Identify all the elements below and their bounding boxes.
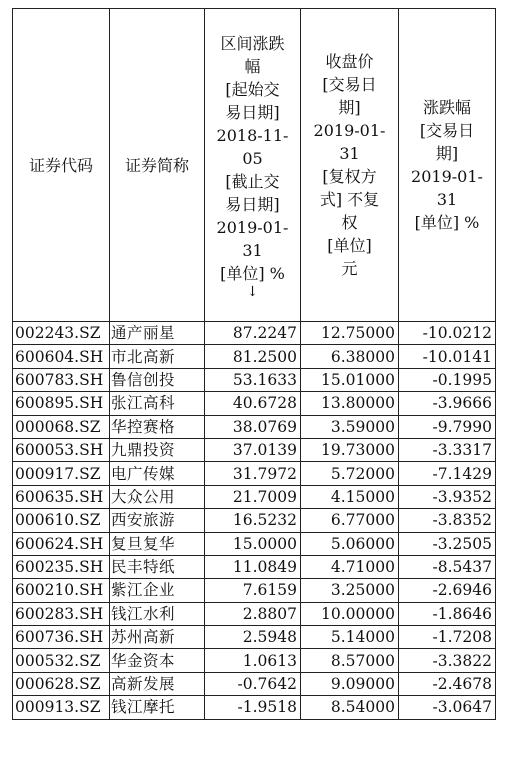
header-range-change-line: 区间涨跌 [220, 33, 285, 53]
table-row[interactable] [13, 626, 496, 649]
header-close-line: 权 [341, 213, 358, 232]
cell-name: 钱江水利 [110, 602, 205, 625]
cell-close-price: 6.77000 [301, 509, 399, 532]
cell-code: 600736.SH [13, 626, 110, 649]
cell-day-change: -8.5437 [399, 555, 496, 578]
table-row[interactable] [13, 462, 496, 485]
cell-code: 000913.SZ [13, 696, 110, 719]
header-close-price[interactable] [301, 9, 399, 322]
header-range-change-line: 幅 [244, 56, 261, 76]
cell-range-change: 15.0000 [205, 532, 301, 555]
header-day-change-line: 2019-01- [411, 167, 483, 186]
header-range-change[interactable] [205, 9, 301, 322]
sort-descending-icon: ↓ [246, 283, 259, 300]
cell-range-change: 11.0849 [205, 555, 301, 578]
cell-name: 苏州高新 [110, 626, 205, 649]
cell-day-change: -3.3822 [399, 649, 496, 672]
header-range-change-line: 2018-11- [216, 125, 289, 145]
header-close-line: [单位] [327, 236, 372, 255]
header-range-change-line: 2019-01- [216, 217, 289, 237]
cell-code: 000068.SZ [13, 415, 110, 438]
cell-close-price: 5.14000 [301, 626, 399, 649]
header-day-change-line: 期] [435, 144, 459, 163]
cell-range-change: 40.6728 [205, 392, 301, 415]
cell-range-change: 1.0613 [205, 649, 301, 672]
cell-day-change: -1.7208 [399, 626, 496, 649]
header-close-line: 31 [339, 144, 360, 163]
cell-day-change: -7.1429 [399, 462, 496, 485]
cell-name: 张江高科 [110, 392, 205, 415]
cell-day-change: -3.8352 [399, 509, 496, 532]
header-code[interactable]: 证券代码 [13, 9, 110, 322]
cell-range-change: 21.7009 [205, 485, 301, 508]
cell-code: 600624.SH [13, 532, 110, 555]
header-close-line: [交易日 [322, 75, 377, 94]
cell-name: 民丰特纸 [110, 555, 205, 578]
cell-code: 600783.SH [13, 368, 110, 391]
cell-code: 600604.SH [13, 345, 110, 368]
cell-day-change: -0.1995 [399, 368, 496, 391]
cell-day-change: -2.4678 [399, 672, 496, 695]
cell-code: 000628.SZ [13, 672, 110, 695]
cell-name: 高新发展 [110, 672, 205, 695]
cell-name: 市北高新 [110, 345, 205, 368]
cell-name: 鲁信创投 [110, 368, 205, 391]
cell-name: 紫江企业 [110, 579, 205, 602]
header-close-line: 收盘价 [325, 52, 374, 71]
cell-name: 华控赛格 [110, 415, 205, 438]
header-range-change-line: 易日期] [225, 102, 280, 122]
table-row[interactable] [13, 322, 496, 345]
cell-name: 通产丽星 [110, 322, 205, 345]
cell-close-price: 9.09000 [301, 672, 399, 695]
header-close-line: 元 [341, 259, 358, 278]
cell-close-price: 3.59000 [301, 415, 399, 438]
header-range-change-line: [截止交 [225, 171, 280, 191]
cell-name: 西安旅游 [110, 509, 205, 532]
cell-close-price: 4.15000 [301, 485, 399, 508]
cell-range-change: 81.2500 [205, 345, 301, 368]
cell-close-price: 10.00000 [301, 602, 399, 625]
cell-close-price: 19.73000 [301, 438, 399, 461]
cell-range-change: 2.5948 [205, 626, 301, 649]
header-range-change-line: [单位] % [220, 263, 285, 283]
header-row [13, 9, 496, 322]
table-row[interactable] [13, 696, 496, 719]
header-range-change-line: 31 [242, 240, 263, 260]
cell-name: 复旦复华 [110, 532, 205, 555]
cell-code: 600635.SH [13, 485, 110, 508]
cell-day-change: -3.9666 [399, 392, 496, 415]
table-row[interactable] [13, 509, 496, 532]
header-day-change-line: 涨跌幅 [422, 98, 471, 117]
header-day-change[interactable] [399, 9, 496, 322]
cell-day-change: -3.0647 [399, 696, 496, 719]
cell-day-change: -9.7990 [399, 415, 496, 438]
cell-code: 000610.SZ [13, 509, 110, 532]
stock-table [12, 8, 496, 720]
cell-name: 九鼎投资 [110, 438, 205, 461]
cell-close-price: 15.01000 [301, 368, 399, 391]
table-row[interactable] [13, 532, 496, 555]
cell-range-change: 53.1633 [205, 368, 301, 391]
cell-code: 600895.SH [13, 392, 110, 415]
cell-day-change: -3.2505 [399, 532, 496, 555]
stock-table-container [12, 8, 496, 720]
table-row[interactable] [13, 438, 496, 461]
cell-close-price: 13.80000 [301, 392, 399, 415]
header-close-line: 期] [338, 98, 361, 117]
cell-close-price: 5.72000 [301, 462, 399, 485]
cell-code: 600210.SH [13, 579, 110, 602]
cell-range-change: 16.5232 [205, 509, 301, 532]
cell-range-change: 2.8807 [205, 602, 301, 625]
table-row[interactable] [13, 555, 496, 578]
header-name[interactable]: 证券简称 [110, 9, 205, 322]
cell-code: 000532.SZ [13, 649, 110, 672]
cell-code: 600053.SH [13, 438, 110, 461]
cell-name: 华金资本 [110, 649, 205, 672]
cell-range-change: -0.7642 [205, 672, 301, 695]
table-row[interactable] [13, 368, 496, 391]
table-row[interactable] [13, 415, 496, 438]
header-day-change-line: [单位] % [414, 213, 480, 232]
cell-range-change: 87.2247 [205, 322, 301, 345]
cell-close-price: 6.38000 [301, 345, 399, 368]
cell-code: 600235.SH [13, 555, 110, 578]
cell-range-change: 38.0769 [205, 415, 301, 438]
cell-range-change: 37.0139 [205, 438, 301, 461]
cell-close-price: 4.71000 [301, 555, 399, 578]
table-row[interactable] [13, 579, 496, 602]
cell-name: 钱江摩托 [110, 696, 205, 719]
table-row[interactable] [13, 649, 496, 672]
table-row[interactable] [13, 485, 496, 508]
header-range-change-line: 易日期] [225, 194, 280, 214]
cell-close-price: 12.75000 [301, 322, 399, 345]
cell-code: 000917.SZ [13, 462, 110, 485]
cell-name: 电广传媒 [110, 462, 205, 485]
cell-name: 大众公用 [110, 485, 205, 508]
header-day-change-line: 31 [436, 190, 458, 209]
header-range-change-line: [起始交 [225, 79, 280, 99]
table-row[interactable] [13, 672, 496, 695]
header-range-change-line: 05 [242, 148, 263, 168]
cell-day-change: -10.0212 [399, 322, 496, 345]
header-close-line: 式] 不复 [319, 190, 380, 209]
cell-day-change: -1.8646 [399, 602, 496, 625]
table-row[interactable] [13, 392, 496, 415]
cell-day-change: -10.0141 [399, 345, 496, 368]
cell-day-change: -3.9352 [399, 485, 496, 508]
cell-close-price: 5.06000 [301, 532, 399, 555]
cell-range-change: -1.9518 [205, 696, 301, 719]
cell-code: 600283.SH [13, 602, 110, 625]
header-close-line: 2019-01- [313, 121, 386, 140]
cell-close-price: 8.54000 [301, 696, 399, 719]
cell-range-change: 7.6159 [205, 579, 301, 602]
cell-range-change: 31.7972 [205, 462, 301, 485]
table-row[interactable] [13, 345, 496, 368]
header-close-line: [复权方 [322, 167, 377, 186]
cell-close-price: 8.57000 [301, 649, 399, 672]
cell-close-price: 3.25000 [301, 579, 399, 602]
table-row[interactable] [13, 602, 496, 625]
cell-day-change: -2.6946 [399, 579, 496, 602]
header-day-change-line: [交易日 [419, 121, 475, 140]
cell-code: 002243.SZ [13, 322, 110, 345]
cell-day-change: -3.3317 [399, 438, 496, 461]
